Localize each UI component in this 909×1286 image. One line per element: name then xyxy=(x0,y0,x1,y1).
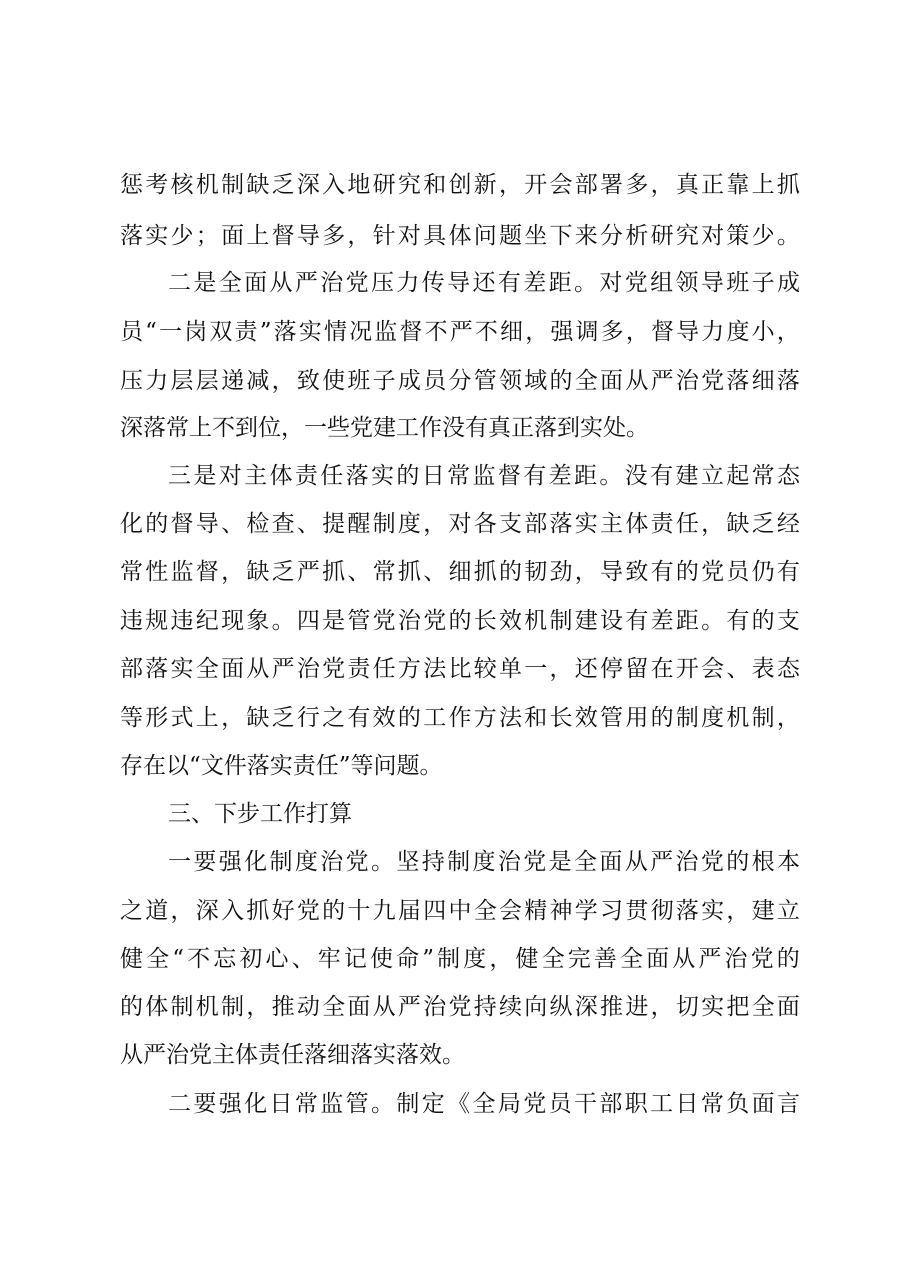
text-line: 违 规 违 纪 现 象 。 四 是 管 党 治 党 的 长 效 机 制 建 设 有 差 距 。 有 的 支 xyxy=(120,608,800,634)
text-line: 常 性 监 督 ， 缺 乏 严 抓 、 常 抓 、 细 抓 的 韧 劲 ， 导 致 有 的 党 员 仍 有 xyxy=(120,559,800,585)
text-line: 二 是 全 面 从 严 治 党 压 力 传 导 还 有 差 距 。 对 党 组 领 导 班 子 成 xyxy=(168,270,800,296)
text-line: 一 要 强 化 制 度 治 党 。 坚 持 制 度 治 党 是 全 面 从 严 治 党 的 根 本 xyxy=(168,849,800,875)
text-line: 部 落 实 全 面 从 严 治 党 责 任 方 法 比 较 单 一 ， 还 停 留 在 开 会 、 表 态 xyxy=(120,656,800,682)
text-line: 二 要 强 化 日 常 监 管 。 制 定 《 全 局 党 员 干 部 职 工 日 常 负 面 言 xyxy=(168,1091,800,1117)
text-line: 健 全 “ 不 忘 初 心 、 牢 记 使 命 ” 制 度 ， 健 全 完 善 全 面 从 严 治 党 的 xyxy=(120,946,800,972)
text-line: 化 的 督 导 、 检 查 、 提 醒 制 度 ， 对 各 支 部 落 实 主 体 责 任 ， 缺 乏 经 xyxy=(120,511,800,537)
text-line: 三 是 对 主 体 责 任 落 实 的 日 常 监 督 有 差 距 。 没 有 建 立 起 常 态 xyxy=(168,463,800,489)
text-line: 员 “ 一 岗 双 责 ” 落 实 情 况 监 督 不 严 不 细 ， 强 调 多 ， 督 导 力 度 小 ， xyxy=(120,319,800,345)
text-line: 之 道 ， 深 入 抓 好 党 的 十 九 届 四 中 全 会 精 神 学 习 贯 彻 落 实 ， 建 立 xyxy=(120,898,800,924)
section-heading: 三、下步工作打算 xyxy=(168,801,352,827)
text-line: 惩 考 核 机 制 缺 乏 深 入 地 研 究 和 创 新 ， 开 会 部 署 多 ， 真 正 靠 上 抓 xyxy=(120,172,800,198)
text-line: 深落常上不到位，一些党建工作没有真正落到实处。 xyxy=(120,415,649,441)
text-line: 的 体 制 机 制 ， 推 动 全 面 从 严 治 党 持 续 向 纵 深 推 进 ， 切 实 把 全 面 xyxy=(120,994,800,1020)
text-line: 从严治党主体责任落细落实落效。 xyxy=(120,1042,465,1068)
text-line: 存在以“文件落实责任”等问题。 xyxy=(120,753,443,779)
text-line: 压 力 层 层 递 减 ， 致 使 班 子 成 员 分 管 领 域 的 全 面 从 严 治 党 落 细 落 xyxy=(120,368,800,394)
text-line: 落 实 少 ； 面 上 督 导 多 ， 针 对 具 体 问 题 坐 下 来 分 析 研 究 对 策 少 。 xyxy=(120,223,800,249)
text-line: 等 形 式 上 ， 缺 乏 行 之 有 效 的 工 作 方 法 和 长 效 管 用 的 制 度 机 制 ， xyxy=(120,705,800,731)
